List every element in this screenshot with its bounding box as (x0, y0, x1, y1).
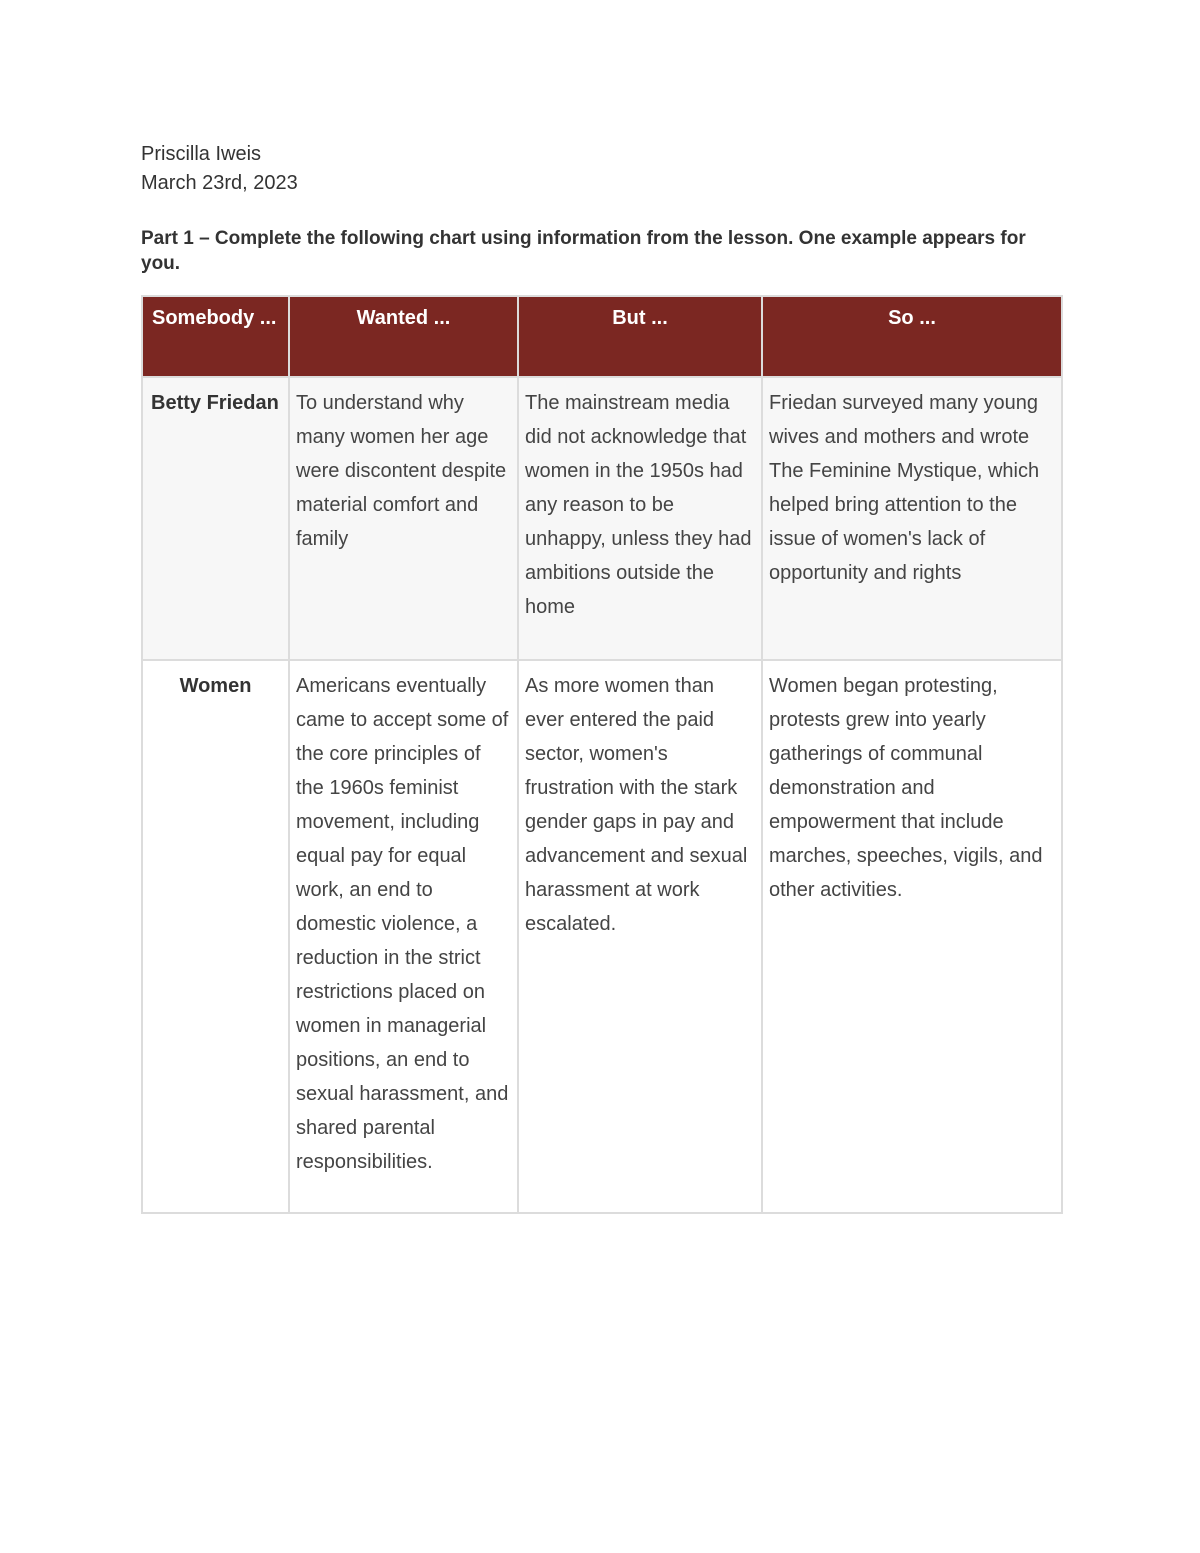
header-somebody: Somebody ... (142, 296, 289, 377)
table-row (142, 660, 1062, 1213)
cell-wanted: Americans eventually came to accept some of the core principles of the 1960s feminist movement, including equal pay for equal work, an end to domestic violence, a reduction in the strict restrictions placed on women in managerial positions, an end to sexual harassment, and shared parental responsibilities. (289, 660, 518, 1213)
student-info (141, 140, 298, 198)
assignment-date: March 23rd, 2023 (141, 172, 298, 194)
cell-but: The mainstream media did not acknowledge that women in the 1950s had any reason to be unhappy, unless they had ambitions outside the home (518, 377, 762, 660)
table-row (142, 377, 1062, 660)
header-so: So ... (762, 296, 1062, 377)
somebody-wanted-but-so-chart (141, 295, 1063, 1214)
cell-so: Women began protesting, protests grew into yearly gatherings of communal demonstration and empowerment that include marches, speeches, vigils, and other activities. (762, 660, 1062, 1213)
cell-somebody: Betty Friedan (142, 377, 289, 660)
student-name: Priscilla Iweis (141, 143, 262, 165)
header-but: But ... (518, 296, 762, 377)
header-wanted: Wanted ... (289, 296, 518, 377)
part-1-instructions: Part 1 – Complete the following chart using information from the lesson. One example appears for you. (141, 228, 1026, 274)
chart-header-row (142, 296, 1062, 377)
cell-somebody: Women (142, 660, 289, 1213)
cell-so: Friedan surveyed many young wives and mothers and wrote The Feminine Mystique, which helped bring attention to the issue of women's lack of opportunity and rights (762, 377, 1062, 660)
cell-wanted: To understand why many women her age were discontent despite material comfort and family (289, 377, 518, 660)
cell-but: As more women than ever entered the paid sector, women's frustration with the stark gender gaps in pay and advancement and sexual harassment at work escalated. (518, 660, 762, 1213)
